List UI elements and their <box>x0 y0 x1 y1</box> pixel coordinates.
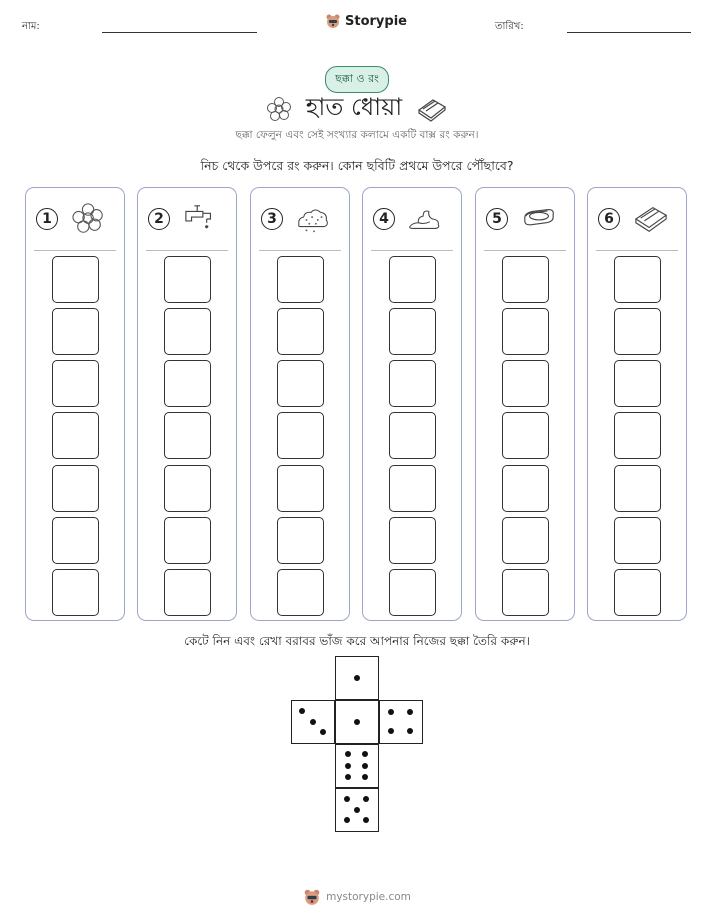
soap-bubbles-icon <box>266 96 292 122</box>
color-box[interactable] <box>277 517 324 564</box>
cut-instruction: কেটে নিন এবং রেখা বরাবর ভাঁজ করে আপনার নিজের ছক্কা তৈরি করুন। <box>184 634 530 648</box>
color-box[interactable] <box>502 256 549 303</box>
color-box[interactable] <box>164 256 211 303</box>
towel-icon <box>416 96 448 122</box>
date-line[interactable] <box>567 32 691 33</box>
soap-bubbles-icon <box>70 202 108 236</box>
column-divider <box>146 250 228 251</box>
column-3 <box>250 187 350 621</box>
color-box[interactable] <box>52 517 99 564</box>
title-row <box>0 89 714 129</box>
brand-name: Storypie <box>345 13 407 29</box>
dice-pip <box>344 796 350 802</box>
instruction: নিচ থেকে উপরে রং করুন। কোন ছবিটি প্রথমে উপরে পৌঁছাবে? <box>200 158 514 173</box>
brand-logo <box>325 13 407 29</box>
dice-face-1 <box>335 656 379 700</box>
dice-pip <box>310 719 316 725</box>
column-1 <box>25 187 125 621</box>
dice-pip <box>362 774 368 780</box>
color-box[interactable] <box>614 360 661 407</box>
column-4 <box>362 187 462 621</box>
subtitle: ছক্কা ফেলুন এবং সেই সংখ্যার কলামে একটি বাক্স রং করুন। <box>235 129 479 141</box>
color-box[interactable] <box>502 517 549 564</box>
column-header <box>138 188 236 250</box>
color-box[interactable] <box>389 412 436 459</box>
dice-pip <box>363 817 369 823</box>
page-title: হাত ধোয়া <box>305 93 403 121</box>
date-label: তারিখ: <box>495 21 524 32</box>
dice-pip <box>407 709 413 715</box>
name-label: নাম: <box>22 21 40 32</box>
dice-face-5 <box>335 788 379 832</box>
dice-pip <box>344 817 350 823</box>
dice-pip <box>345 763 351 769</box>
color-box[interactable] <box>389 256 436 303</box>
dice-face-6 <box>335 744 379 788</box>
color-box[interactable] <box>389 569 436 616</box>
column-6 <box>587 187 687 621</box>
column-number: 6 <box>598 208 620 230</box>
dice-pip <box>362 751 368 757</box>
color-box[interactable] <box>614 569 661 616</box>
dice-pip <box>345 751 351 757</box>
color-box[interactable] <box>502 308 549 355</box>
color-box[interactable] <box>277 569 324 616</box>
color-box[interactable] <box>502 412 549 459</box>
color-box[interactable] <box>52 256 99 303</box>
color-box[interactable] <box>277 360 324 407</box>
dice-pip <box>388 728 394 734</box>
color-box[interactable] <box>277 256 324 303</box>
column-number: 4 <box>373 208 395 230</box>
color-box[interactable] <box>164 517 211 564</box>
dice-pip <box>320 729 326 735</box>
dice-pip <box>345 774 351 780</box>
bear-icon <box>303 888 321 906</box>
dice-face-4 <box>379 700 423 744</box>
color-box[interactable] <box>52 465 99 512</box>
activity-badge: ছক্কা ও রং <box>325 66 389 93</box>
faucet-icon <box>182 202 220 236</box>
color-box[interactable] <box>164 465 211 512</box>
color-box[interactable] <box>614 256 661 303</box>
name-line[interactable] <box>102 32 257 33</box>
dice-pip <box>388 709 394 715</box>
color-box[interactable] <box>164 412 211 459</box>
footer-url[interactable]: mystorypie.com <box>326 891 411 903</box>
column-header <box>363 188 461 250</box>
color-box[interactable] <box>52 569 99 616</box>
column-number: 2 <box>148 208 170 230</box>
dice-pip <box>407 728 413 734</box>
color-box[interactable] <box>502 465 549 512</box>
column-number: 1 <box>36 208 58 230</box>
dice-pip <box>354 675 360 681</box>
color-box[interactable] <box>614 308 661 355</box>
column-divider <box>371 250 453 251</box>
dice-pip <box>363 796 369 802</box>
color-box[interactable] <box>502 360 549 407</box>
column-number: 5 <box>486 208 508 230</box>
column-number: 3 <box>261 208 283 230</box>
column-header <box>476 188 574 250</box>
soap-foam-icon <box>295 202 333 236</box>
color-box[interactable] <box>52 360 99 407</box>
dice-pip <box>299 708 305 714</box>
dice-pip <box>362 763 368 769</box>
footer <box>0 888 714 906</box>
towel-icon <box>632 202 670 236</box>
color-box[interactable] <box>614 517 661 564</box>
column-divider <box>259 250 341 251</box>
lather-icon <box>407 202 445 236</box>
column-5 <box>475 187 575 621</box>
column-divider <box>484 250 566 251</box>
color-box[interactable] <box>389 308 436 355</box>
dice-pip <box>354 807 360 813</box>
column-header <box>251 188 349 250</box>
color-box[interactable] <box>614 465 661 512</box>
color-box[interactable] <box>52 412 99 459</box>
color-box[interactable] <box>164 308 211 355</box>
dice-face-3 <box>291 700 335 744</box>
column-divider <box>596 250 678 251</box>
column-divider <box>34 250 116 251</box>
color-box[interactable] <box>277 465 324 512</box>
color-box[interactable] <box>502 569 549 616</box>
dice-face-1 <box>335 700 379 744</box>
color-box[interactable] <box>389 465 436 512</box>
color-box[interactable] <box>52 308 99 355</box>
column-2 <box>137 187 237 621</box>
color-box[interactable] <box>164 569 211 616</box>
soap-bar-icon <box>520 202 558 236</box>
color-box[interactable] <box>389 360 436 407</box>
color-box[interactable] <box>277 308 324 355</box>
column-header <box>26 188 124 250</box>
color-box[interactable] <box>614 412 661 459</box>
color-box[interactable] <box>389 517 436 564</box>
color-box[interactable] <box>164 360 211 407</box>
dice-pip <box>354 719 360 725</box>
bear-icon <box>325 13 341 29</box>
color-box[interactable] <box>277 412 324 459</box>
column-header <box>588 188 686 250</box>
